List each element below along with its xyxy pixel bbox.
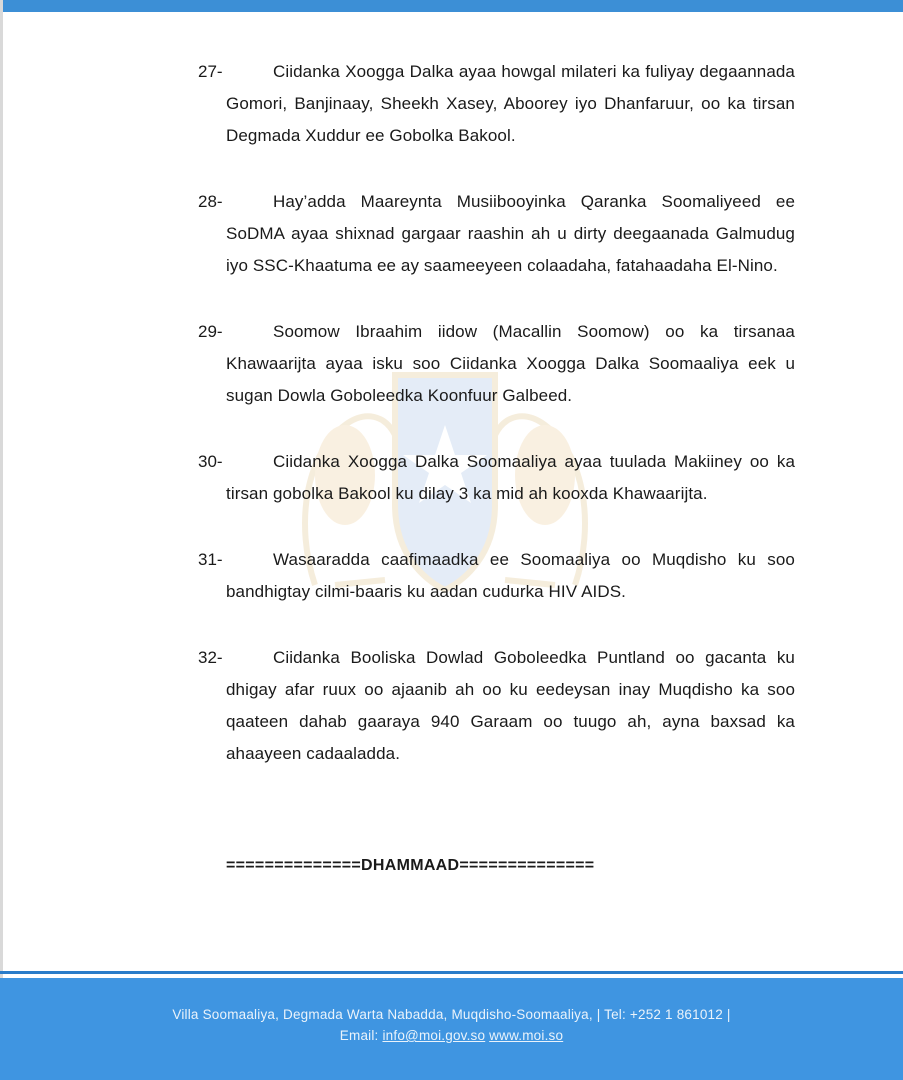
end-marker: ==============DHAMMAAD============== (226, 857, 595, 874)
item-text: Ciidanka Xoogga Dalka ayaa howgal milateri ka fuliyay degaannada Gomori, Banjinaay, Sheekh Xasey, Aboorey iyo Dhanfaruur, oo ka tirsan Degmada Xuddur ee Gobolka Bakool. (226, 62, 795, 145)
item-text: Ciidanka Xoogga Dalka Soomaaliya ayaa tuulada Makiiney oo ka tirsan gobolka Bakool ku dilay 3 ka mid ah kooxda Khawaarijta. (226, 452, 795, 503)
list-item (198, 316, 795, 412)
item-number: 32- (198, 648, 223, 667)
website-link[interactable]: www.moi.so (489, 1028, 564, 1043)
page-footer (0, 978, 903, 1080)
item-number: 31- (198, 550, 223, 569)
item-number: 30- (198, 452, 223, 471)
list-item (198, 446, 795, 510)
page-left-edge (0, 0, 3, 1080)
item-number: 27- (198, 62, 223, 81)
email-link[interactable]: info@moi.gov.so (382, 1028, 486, 1043)
document-body (198, 56, 795, 804)
list-item (198, 186, 795, 282)
item-number: 28- (198, 192, 223, 211)
footer-email-label: Email: (339, 1028, 379, 1043)
footer-address: Villa Soomaaliya, Degmada Warta Nabadda, Muqdisho-Soomaaliya, | Tel: +252 1 861012 | (172, 1007, 731, 1022)
item-text: Hay’adda Maareynta Musiibooyinka Qaranka Soomaliyeed ee SoDMA ayaa shixnad gargaar raashin ah u dirty deegaanada Galmudug iyo SSC-Khaatuma ee ay saameeyeen colaadaha, fatahaadaha El-Nino. (226, 192, 795, 275)
footer-divider (0, 971, 903, 974)
item-text: Wasaaradda caafimaadka ee Soomaaliya oo Muqdisho ku soo bandhigtay cilmi-baaris ku aadan cudurka HIV AIDS. (226, 550, 795, 601)
item-text: Ciidanka Booliska Dowlad Goboleedka Puntland oo gacanta ku dhigay afar ruux oo ajaanib ah oo ku eedeysan inay Muqdisho ka soo qaateen dahab gaaraya 940 Garaam oo tuugo ah, ayna baxsad ka ahaayeen cadaaladda. (226, 648, 795, 763)
list-item (198, 544, 795, 608)
top-accent-bar (0, 0, 903, 12)
item-number: 29- (198, 322, 223, 341)
list-item (198, 56, 795, 152)
item-text: Soomow Ibraahim iidow (Macallin Soomow) oo ka tirsanaa Khawaarijta ayaa isku soo Ciidanka Xoogga Dalka Soomaaliya eek u sugan Dowla Goboleedka Koonfuur Galbeed. (226, 322, 795, 405)
list-item (198, 642, 795, 770)
footer-contact (0, 1028, 903, 1043)
